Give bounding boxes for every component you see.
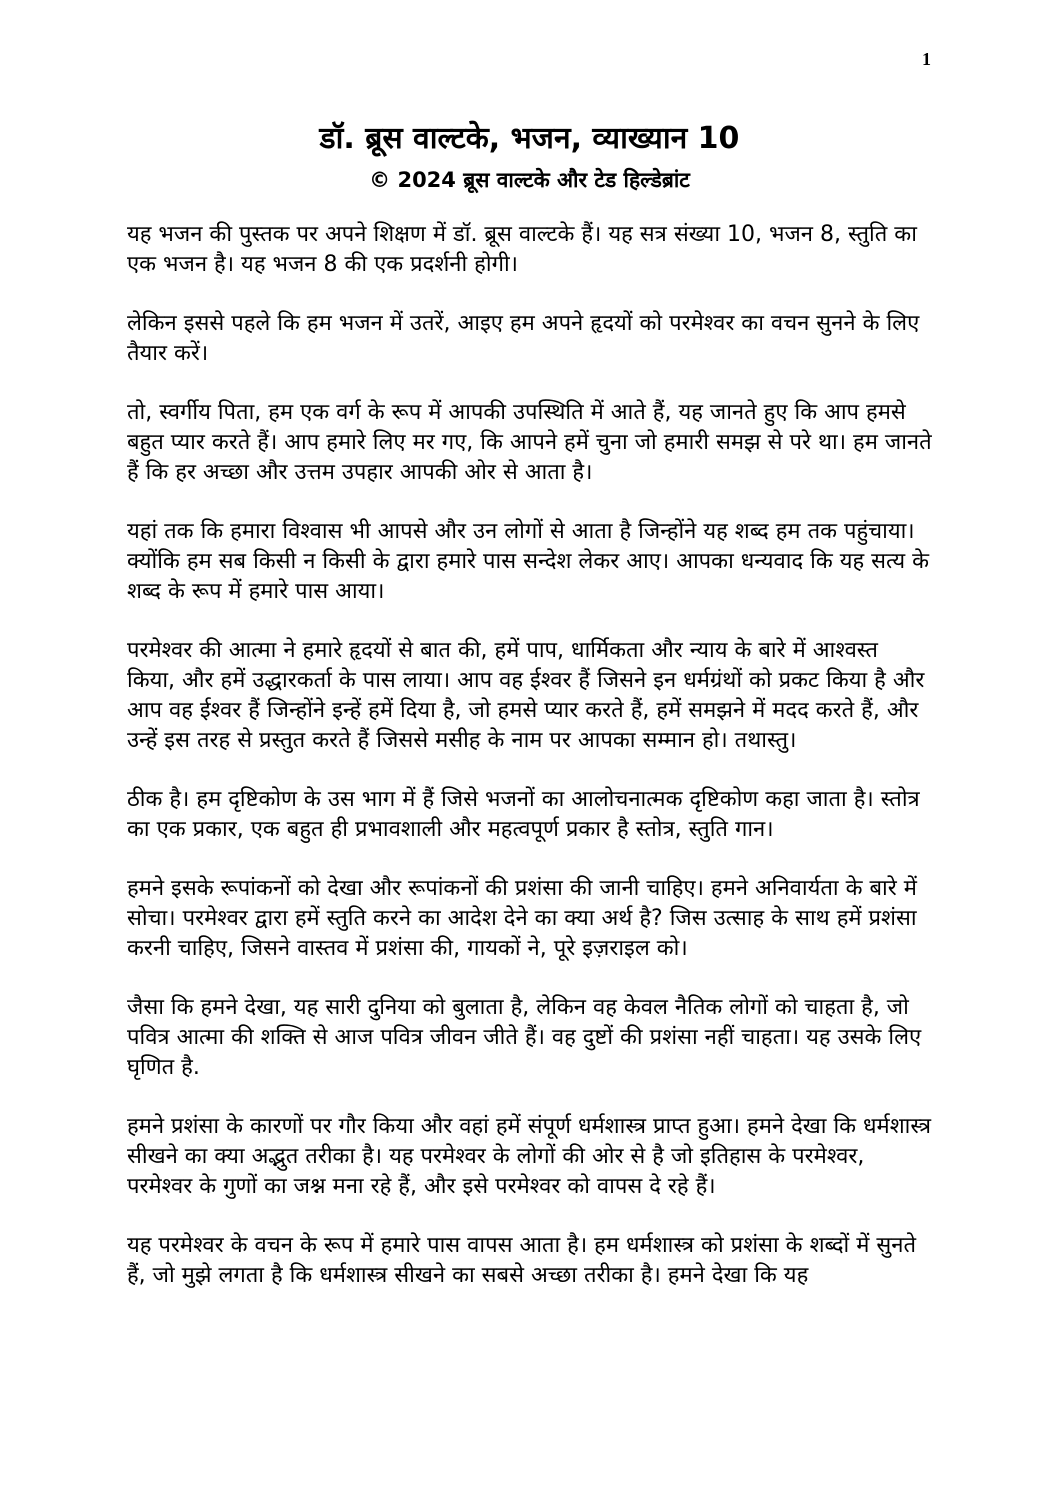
paragraph: जैसा कि हमने देखा, यह सारी दुनिया को बुलाता है, लेकिन वह केवल नैतिक लोगों को चाहता है, जो पवित्र आत्मा की शक्ति से आज पवित्र जीवन जीते हैं। वह दुष्टों की प्रशंसा नहीं चाहता। यह उसके लिए घृणित है. <box>127 995 922 1080</box>
paragraph: यह भजन की पुस्तक पर अपने शिक्षण में डॉ. ब्रूस वाल्टके हैं। यह सत्र संख्या 10, भजन 8, स्तुति का एक भजन है। यह भजन 8 की एक प्रदर्शनी होगी। <box>127 222 917 277</box>
paragraph: लेकिन इससे पहले कि हम भजन में उतरें, आइए हम अपने हृदयों को परमेश्वर का वचन सुनने के लिए तैयार करें। <box>127 311 920 366</box>
document-title: डॉ. ब्रूस वाल्टके, भजन, व्याख्यान 10 <box>319 121 740 156</box>
document-body <box>127 220 932 1291</box>
paragraph: हमने प्रशंसा के कारणों पर गौर किया और वहां हमें संपूर्ण धर्मशास्त्र प्राप्त हुआ। हमने देखा कि धर्मशास्त्र सीखने का क्या अद्भुत तरीका है। यह परमेश्वर के लोगों की ओर से है जो इतिहास के परमेश्वर, परमेश्वर के गुणों का जश्न मना रहे हैं, और इसे परमेश्वर को वापस दे रहे हैं। <box>127 1114 932 1199</box>
paragraph: परमेश्वर की आत्मा ने हमारे हृदयों से बात की, हमें पाप, धार्मिकता और न्याय के बारे में आश्वस्त किया, और हमें उद्धारकर्ता के पास लाया। आप वह ईश्वर हैं जिसने इन धर्मग्रंथों को प्रकट किया है और आप वह ईश्वर हैं जिन्होंने इन्हें हमें दिया है, जो हमसे प्यार करते हैं, हमें समझने में मदद करते हैं, और उन्हें इस तरह से प्रस्तुत करते हैं जिससे मसीह के नाम पर आपका सम्मान हो। तथास्तु। <box>127 638 925 753</box>
page-number: 1 <box>922 49 931 69</box>
paragraph: ठीक है। हम दृष्टिकोण के उस भाग में हैं जिसे भजनों का आलोचनात्मक दृष्टिकोण कहा जाता है। स्तोत्र का एक प्रकार, एक बहुत ही प्रभावशाली और महत्वपूर्ण प्रकार है स्तोत्र, स्तुति गान। <box>127 787 920 842</box>
paragraph: हमने इसके रूपांकनों को देखा और रूपांकनों की प्रशंसा की जानी चाहिए। हमने अनिवार्यता के बारे में सोचा। परमेश्वर द्वारा हमें स्तुति करने का आदेश देने का क्या अर्थ है? जिस उत्साह के साथ हमें प्रशंसा करनी चाहिए, जिसने वास्तव में प्रशंसा की, गायकों ने, पूरे इज़राइल को। <box>127 876 917 961</box>
paragraph: यहां तक कि हमारा विश्वास भी आपसे और उन लोगों से आता है जिन्होंने यह शब्द हम तक पहुंचाया। क्योंकि हम सब किसी न किसी के द्वारा हमारे पास सन्देश लेकर आए। आपका धन्यवाद कि यह सत्य के शब्द के रूप में हमारे पास आया। <box>127 519 930 604</box>
paragraph: तो, स्वर्गीय पिता, हम एक वर्ग के रूप में आपकी उपस्थिति में आते हैं, यह जानते हुए कि आप हमसे बहुत प्यार करते हैं। आप हमारे लिए मर गए, कि आपने हमें चुना जो हमारी समझ से परे था। हम जानते हैं कि हर अच्छा और उत्तम उपहार आपकी ओर से आता है। <box>127 400 932 485</box>
copyright-line: © 2024 ब्रूस वाल्टके और टेड हिल्डेब्रांट <box>369 168 690 192</box>
paragraph: यह परमेश्वर के वचन के रूप में हमारे पास वापस आता है। हम धर्मशास्त्र को प्रशंसा के शब्दों में सुनते हैं, जो मुझे लगता है कि धर्मशास्त्र सीखने का सबसे अच्छा तरीका है। हमने देखा कि यह <box>127 1233 917 1288</box>
